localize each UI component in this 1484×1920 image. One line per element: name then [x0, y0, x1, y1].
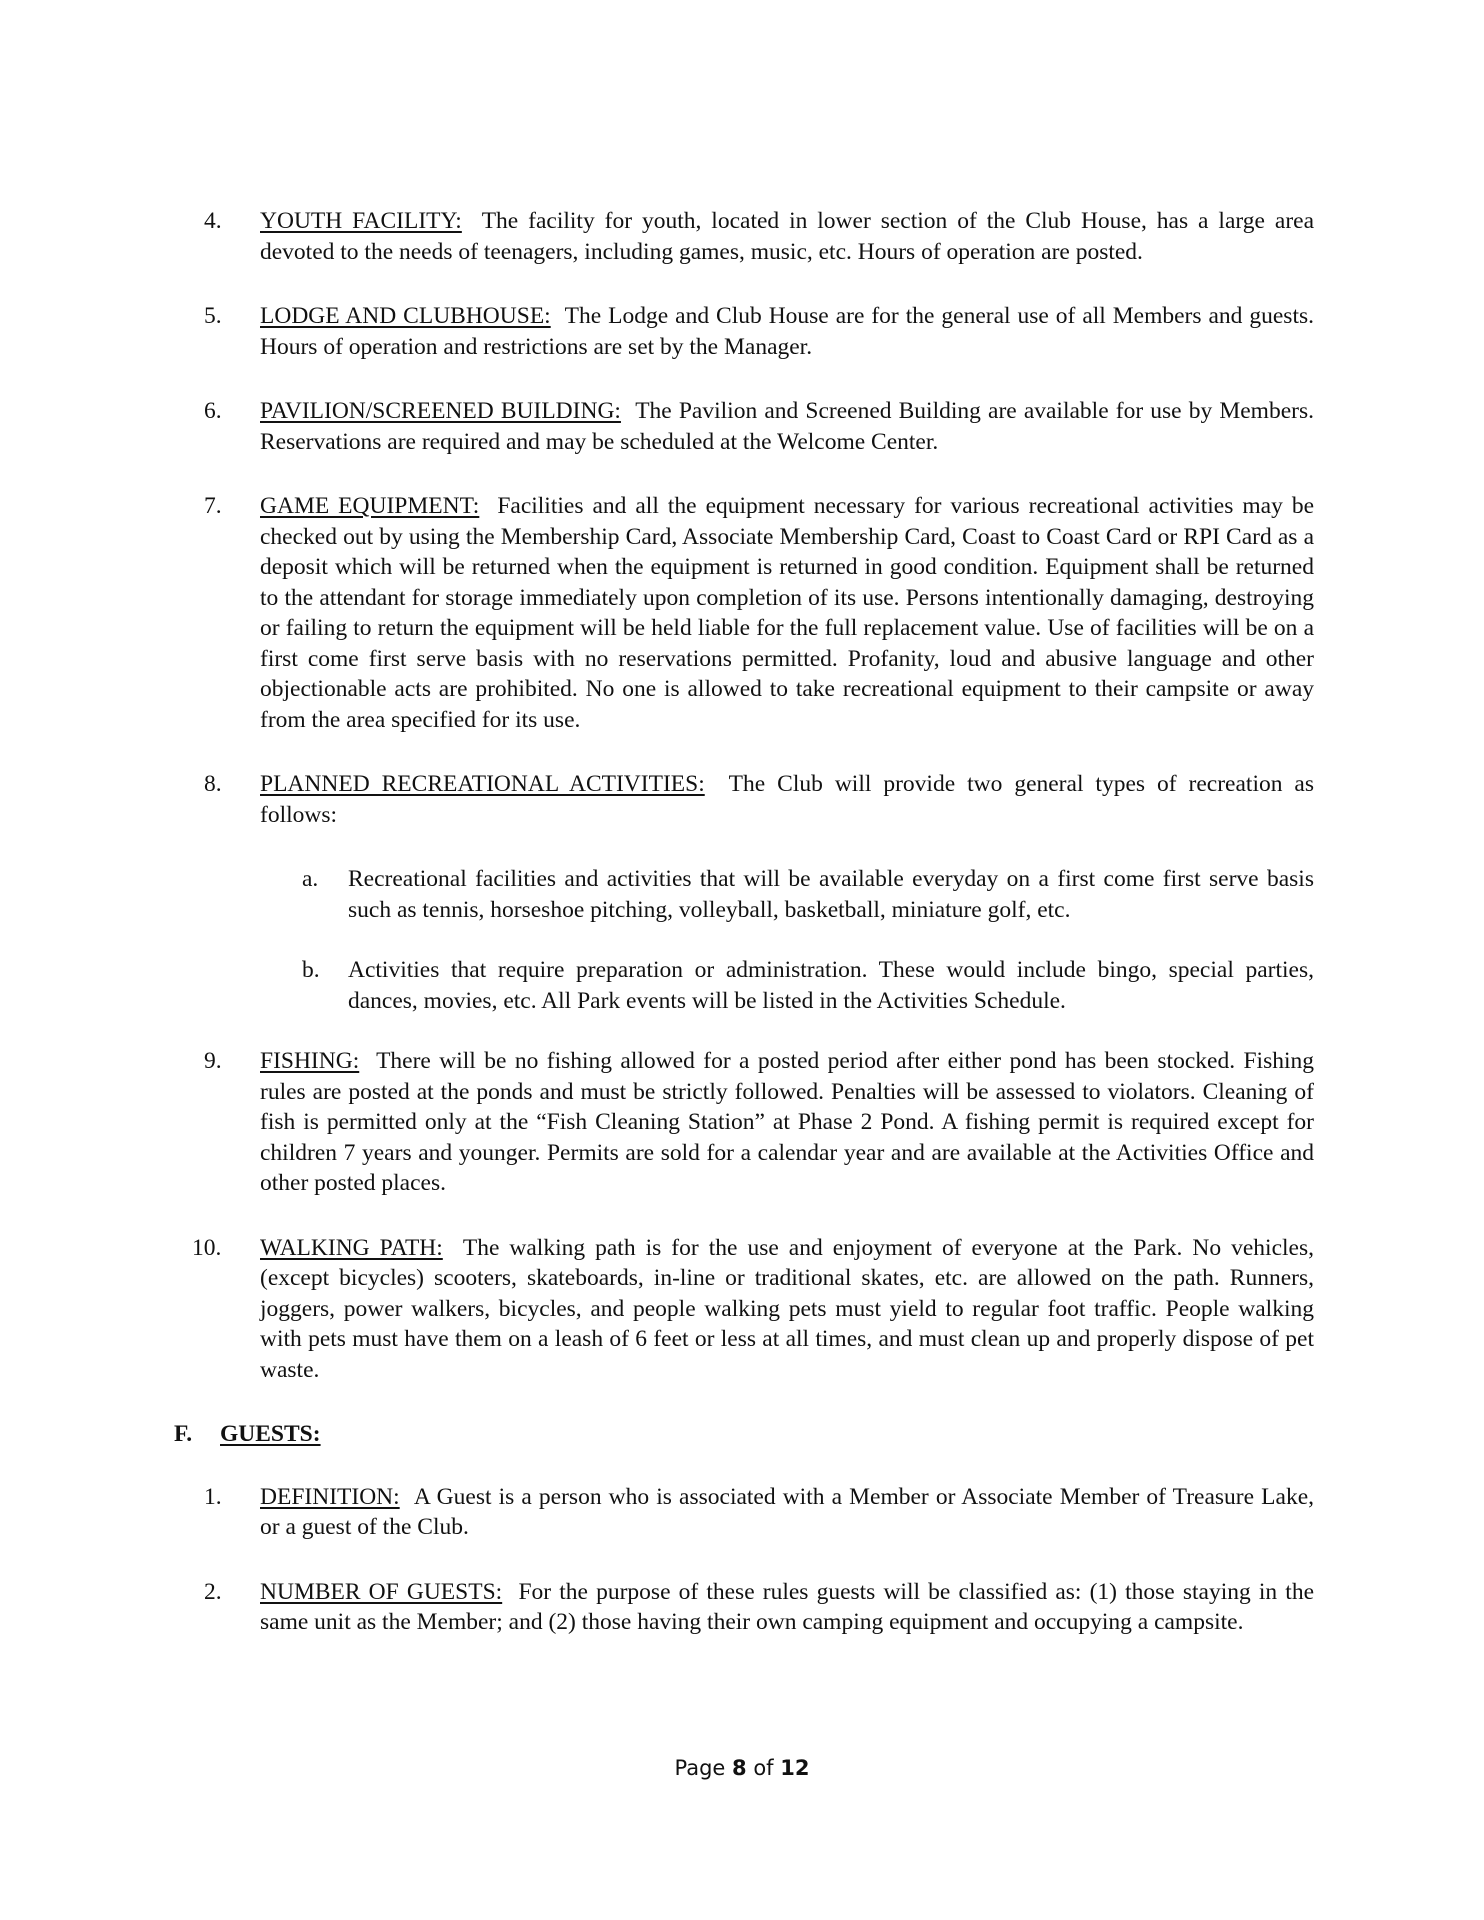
page-word: Page	[674, 1756, 726, 1780]
of-word: of	[753, 1756, 774, 1780]
item-heading: PAVILION/SCREENED BUILDING:	[260, 398, 621, 424]
item-heading: WALKING PATH:	[260, 1234, 443, 1261]
rule-item-10	[170, 1233, 1314, 1386]
page-footer	[0, 1756, 1484, 1780]
item-heading: PLANNED RECREATIONAL ACTIVITIES:	[260, 771, 705, 797]
section-letter: F.	[174, 1421, 193, 1447]
item-text: A Guest is a person who is associated with a Member or Associate Member of Treasure Lake, or a guest of the Club.	[260, 1483, 1314, 1540]
sub-item-a	[170, 864, 1314, 925]
item-text: The Club will provide two general types of recreation as follows:	[260, 771, 1315, 828]
item-text: There will be no fishing allowed for a posted period after either pond has been stocked. Fishing rules are posted at the ponds and must be strictly followed. Penalties will be assessed to violators. Cleaning of fish is permitted only at the “Fish Cleaning Station” at Phase 2 Pond. A fishing permit is required except for children 7 years and younger. Permits are sold for a calendar year and are available at the Activities Office and other posted places.	[260, 1048, 1314, 1196]
item-number: 4.	[204, 208, 222, 234]
current-page-number: 8	[732, 1756, 747, 1780]
guest-item-1	[170, 1482, 1314, 1543]
item-number: 5.	[204, 303, 222, 329]
sub-item-text: Activities that require preparation or administration. These would include bingo, special parties, dances, movies, etc. All Park events will be listed in the Activities Schedule.	[348, 957, 1314, 1014]
total-page-count: 12	[780, 1756, 810, 1780]
section-title: GUESTS:	[220, 1421, 321, 1447]
item-number: 8.	[204, 771, 222, 797]
rule-item-6	[170, 396, 1314, 457]
item-heading: LODGE AND CLUBHOUSE:	[260, 303, 551, 329]
item-number: 7.	[204, 493, 222, 519]
item-heading: GAME EQUIPMENT:	[260, 493, 480, 519]
item-text: The walking path is for the use and enjoyment of everyone at the Park. No vehicles, (except bicycles) scooters, skateboards, in-line or traditional skates, etc. are allowed on the path. Runners, joggers, power walkers, bicycles, and people walking pets must yield to regular foot traffic. People walking with pets must have them on a leash of 6 feet or less at all times, and must clean up and properly dispose of pet waste.	[260, 1234, 1314, 1383]
item-number: 6.	[204, 398, 222, 424]
item-heading: NUMBER OF GUESTS:	[260, 1578, 503, 1605]
rule-item-8	[170, 769, 1314, 830]
sub-item-letter: a.	[302, 866, 319, 892]
item-number: 10.	[192, 1234, 222, 1261]
section-heading-guests	[170, 1419, 1314, 1450]
rule-item-5	[170, 301, 1314, 362]
item-number: 2.	[204, 1578, 222, 1605]
sub-item-letter: b.	[302, 957, 320, 983]
item-text: Facilities and all the equipment necessary for various recreational activities may be checked out by using the Membership Card, Associate Membership Card, Coast to Coast Card or RPI Card as a deposit which will be returned when the equipment is returned in good condition. Equipment shall be returned to the attendant for storage immediately upon completion of its use. Persons intentionally damaging, destroying or failing to return the equipment will be held liable for the full replacement value. Use of facilities will be on a first come first serve basis with no reservations permitted. Profanity, loud and abusive language and other objectionable acts are prohibited. No one is allowed to take recreational equipment to their campsite or away from the area specified for its use.	[260, 493, 1314, 733]
sub-item-b	[170, 955, 1314, 1016]
page-content	[170, 206, 1314, 1672]
item-number: 1.	[204, 1483, 222, 1510]
item-text: The facility for youth, located in lower section of the Club House, has a large area devoted to the needs of teenagers, including games, music, etc. Hours of operation are posted.	[260, 208, 1314, 265]
guest-item-2	[170, 1577, 1314, 1638]
sub-item-text: Recreational facilities and activities that will be available everyday on a first come first serve basis such as tennis, horseshoe pitching, volleyball, basketball, miniature golf, etc.	[348, 866, 1314, 923]
item-number: 9.	[204, 1048, 222, 1074]
item-text: For the purpose of these rules guests will be classified as: (1) those staying in the same unit as the Member; and (2) those having their own camping equipment and occupying a campsite.	[260, 1578, 1315, 1635]
rule-item-4	[170, 206, 1314, 267]
rule-item-7	[170, 491, 1314, 735]
item-heading: FISHING:	[260, 1048, 360, 1074]
item-text: The Pavilion and Screened Building are available for use by Members. Reservations are required and may be scheduled at the Welcome Center.	[260, 398, 1314, 455]
item-heading: DEFINITION:	[260, 1483, 400, 1510]
rule-item-9	[170, 1046, 1314, 1199]
item-text: The Lodge and Club House are for the general use of all Members and guests. Hours of operation and restrictions are set by the Manager.	[260, 303, 1315, 360]
item-heading: YOUTH FACILITY:	[260, 208, 462, 234]
